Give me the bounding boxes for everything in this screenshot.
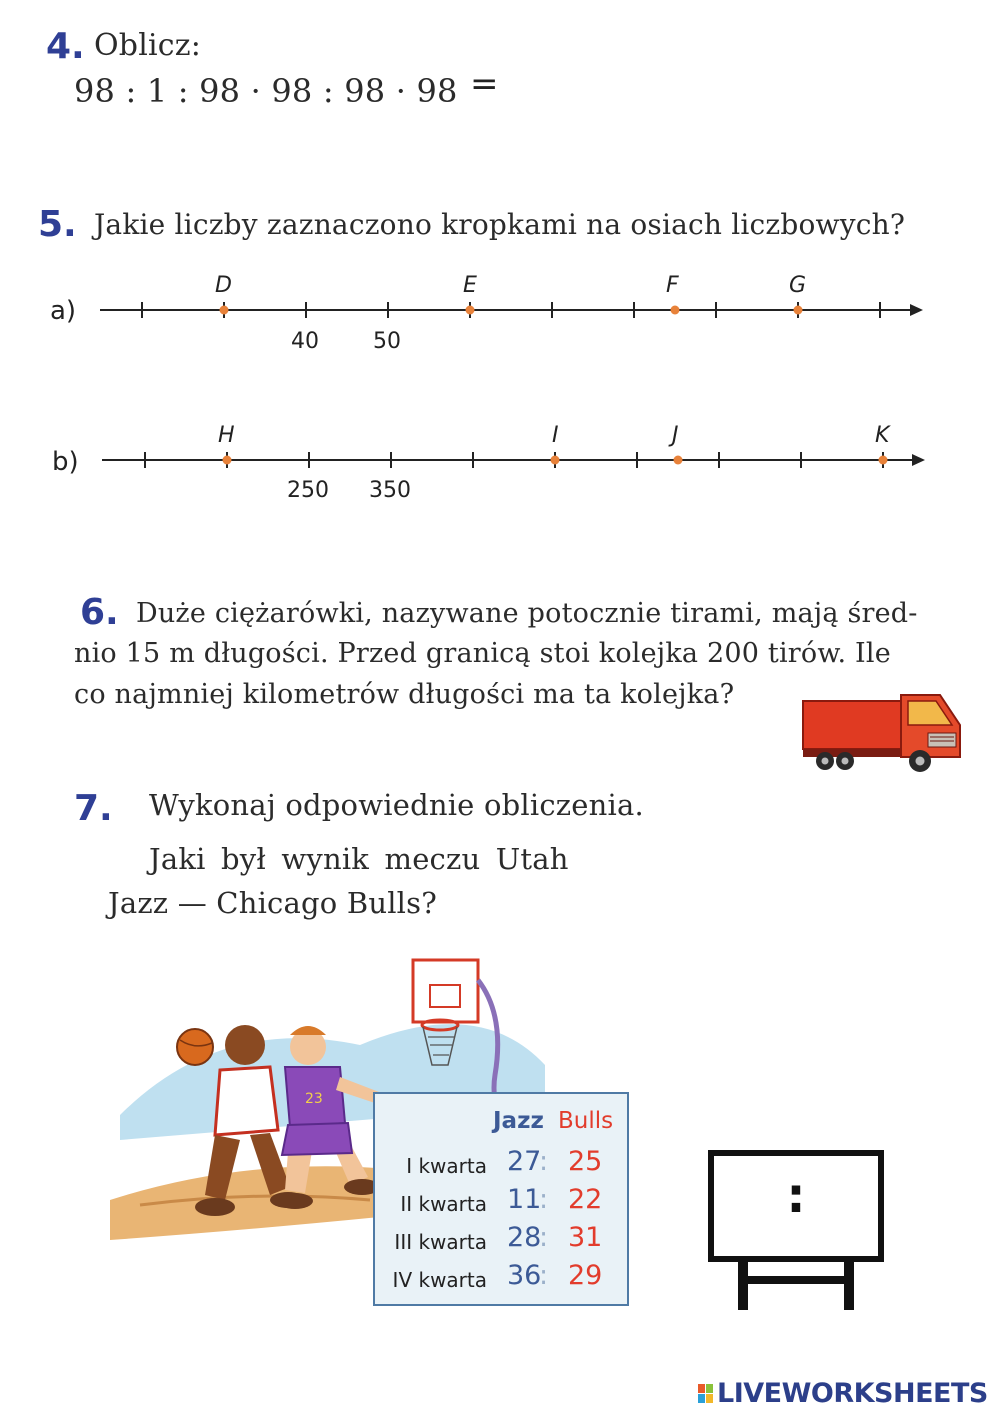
svg-text:23: 23 <box>305 1091 323 1107</box>
scoreboard-answer <box>708 1150 884 1310</box>
tick-label-50: 50 <box>373 329 401 354</box>
header-jazz: Jazz <box>493 1108 544 1134</box>
tick-label-40: 40 <box>291 329 319 354</box>
axis-arrow <box>910 304 923 316</box>
point-d <box>220 306 229 315</box>
point-j <box>674 456 683 465</box>
task5-number: 5. <box>38 204 77 245</box>
point-g <box>794 306 803 315</box>
number-line-b <box>97 420 932 512</box>
task7-question-line-1: Jaki był wynik meczu Utah <box>149 842 569 876</box>
scoreboard-left-field[interactable] <box>714 1158 790 1254</box>
task6-line-2: nio 15 m długości. Przed granicą stoi kolejka 200 tirów. Ile <box>74 638 891 669</box>
score-separator: : <box>539 1260 549 1291</box>
task7-number: 7. <box>74 788 113 829</box>
scoreboard-leg-right <box>844 1262 854 1310</box>
score-separator: : <box>539 1146 549 1177</box>
point-k-label: K <box>875 423 890 448</box>
table-row <box>375 1146 627 1184</box>
score-separator: : <box>539 1184 549 1215</box>
truck-illustration <box>800 685 965 777</box>
point-h <box>223 456 232 465</box>
jazz-score: 27 <box>507 1146 542 1177</box>
bulls-score: 29 <box>568 1260 603 1291</box>
table-row <box>375 1222 627 1260</box>
task4-expression: 98 : 1 : 98 · 98 : 98 · 98 <box>74 72 458 110</box>
table-row <box>375 1184 627 1222</box>
task4-number: 4. <box>46 26 85 67</box>
point-e <box>466 306 475 315</box>
number-line-a <box>95 270 930 360</box>
quarter-label: IV kwarta <box>392 1268 487 1292</box>
point-g-label: G <box>789 273 807 298</box>
bulls-score: 25 <box>568 1146 603 1177</box>
liveworksheets-brand[interactable]: LIVEWORKSHEETS <box>717 1378 988 1409</box>
bulls-score: 31 <box>568 1222 603 1253</box>
tick-label-350: 350 <box>369 478 411 503</box>
score-separator: : <box>539 1222 549 1253</box>
liveworksheets-logo-icon <box>698 1384 714 1404</box>
point-e-label: E <box>463 273 477 298</box>
quarter-label: III kwarta <box>394 1230 487 1254</box>
quarter-label: I kwarta <box>406 1154 487 1178</box>
task6-line-1: Duże ciężarówki, nazywane potocznie tirami, mają śred- <box>136 598 918 629</box>
point-j-label: J <box>672 423 679 448</box>
point-i-label: I <box>552 423 559 448</box>
point-d-label: D <box>215 273 232 298</box>
point-h-label: H <box>218 423 235 448</box>
scoreboard-leg-left <box>738 1262 748 1310</box>
point-k <box>879 456 888 465</box>
score-table <box>373 1092 629 1306</box>
scoreboard-crossbar <box>738 1276 854 1284</box>
task6-line-3: co najmniej kilometrów długości ma ta kolejka? <box>74 679 735 710</box>
scoreboard-right-field[interactable] <box>802 1158 878 1254</box>
jazz-score: 11 <box>507 1184 542 1215</box>
point-f-label: F <box>666 273 679 298</box>
tick-label-250: 250 <box>287 478 329 503</box>
scoreboard-colon: : <box>786 1168 806 1224</box>
table-row <box>375 1260 627 1298</box>
task5-question: Jakie liczby zaznaczono kropkami na osiach liczbowych? <box>94 208 906 241</box>
task7-question-line-2: Jazz — Chicago Bulls? <box>108 886 437 920</box>
line-b-label: b) <box>52 447 79 477</box>
task6-number: 6. <box>80 592 119 633</box>
line-a-label: a) <box>50 296 77 326</box>
quarter-label: II kwarta <box>400 1192 487 1216</box>
task7-instruction: Wykonaj odpowiednie obliczenia. <box>149 788 644 822</box>
equals-sign: = <box>470 64 499 104</box>
point-i <box>551 456 560 465</box>
jazz-score: 28 <box>507 1222 542 1253</box>
bulls-score: 22 <box>568 1184 603 1215</box>
task4-instruction: Oblicz: <box>94 28 202 63</box>
header-bulls: Bulls <box>558 1108 614 1134</box>
task4-answer-field[interactable] <box>510 66 670 110</box>
jazz-score: 36 <box>507 1260 542 1291</box>
axis-arrow <box>912 454 925 466</box>
point-f <box>671 306 680 315</box>
